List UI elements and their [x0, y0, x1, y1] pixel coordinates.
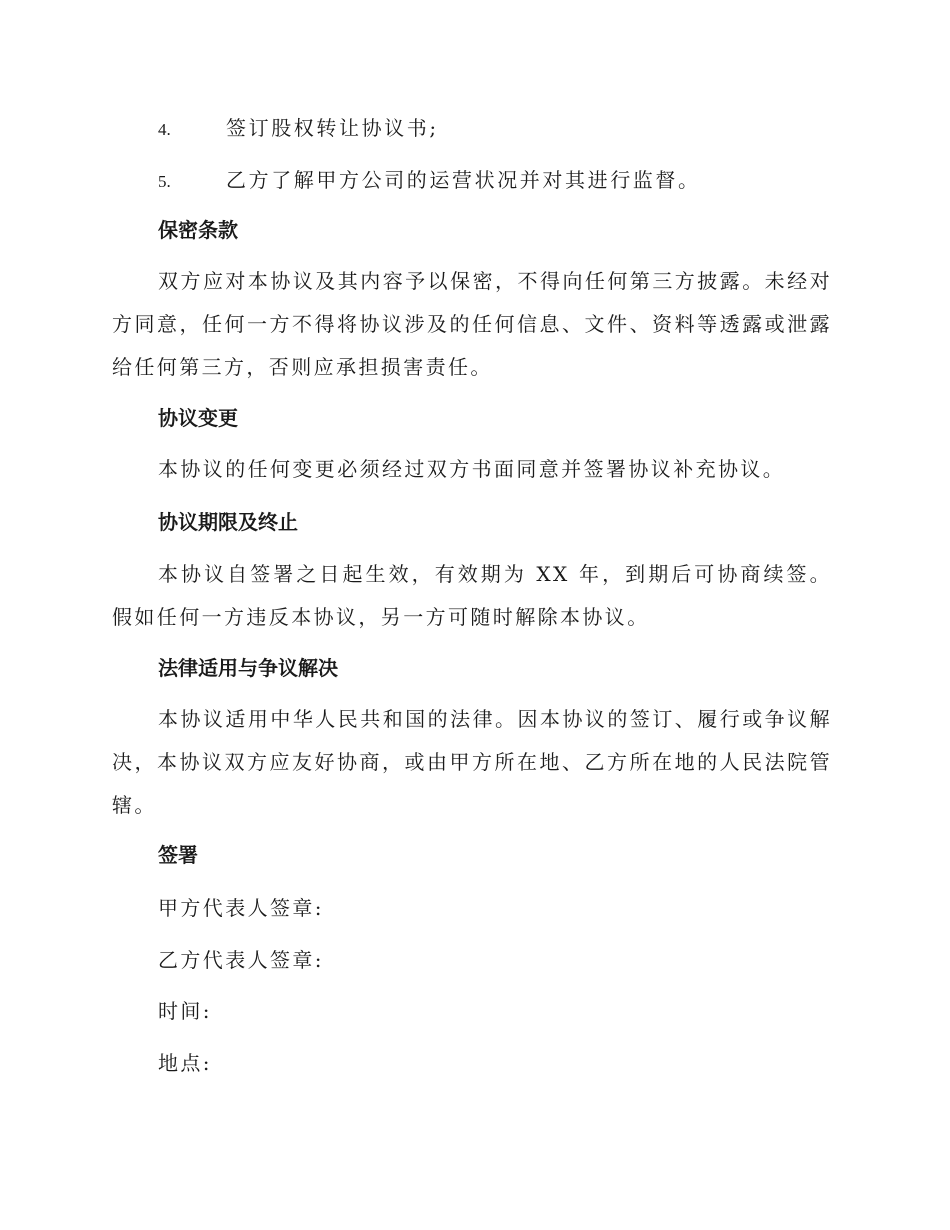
section-heading-law: 法律适用与争议解决	[158, 656, 338, 680]
list-item-text: 乙方了解甲方公司的运营状况并对其进行监督。	[226, 168, 701, 192]
section-heading-confidentiality: 保密条款	[158, 218, 238, 242]
section-heading-amendment: 协议变更	[158, 406, 238, 430]
list-item-number: 4.	[158, 120, 171, 139]
section-body-amendment: 本协议的任何变更必须经过双方书面同意并签署协议补充协议。	[158, 457, 786, 481]
section-body-law: 本协议适用中华人民共和国的法律。因本协议的签订、履行或争议解决，本协议双方应友好协商，或由甲方所在地、乙方所在地的人民法院管辖。	[112, 707, 832, 817]
time-label: 时间:	[158, 999, 212, 1023]
place-label: 地点:	[158, 1051, 212, 1075]
list-item-text: 签订股权转让协议书;	[226, 116, 439, 140]
party-a-signature-label: 甲方代表人签章:	[158, 896, 324, 920]
list-item-number: 5.	[158, 172, 171, 191]
party-b-signature-label: 乙方代表人签章:	[158, 948, 324, 972]
section-body-term: 本协议自签署之日起生效，有效期为 XX 年，到期后可协商续签。假如任何一方违反本协议，另一方可随时解除本协议。	[112, 562, 832, 629]
section-heading-signature: 签署	[158, 843, 198, 867]
section-body-confidentiality: 双方应对本协议及其内容予以保密，不得向任何第三方披露。未经对方同意，任何一方不得将协议涉及的任何信息、文件、资料等透露或泄露给任何第三方，否则应承担损害责任。	[112, 269, 832, 379]
section-heading-term: 协议期限及终止	[158, 510, 298, 534]
